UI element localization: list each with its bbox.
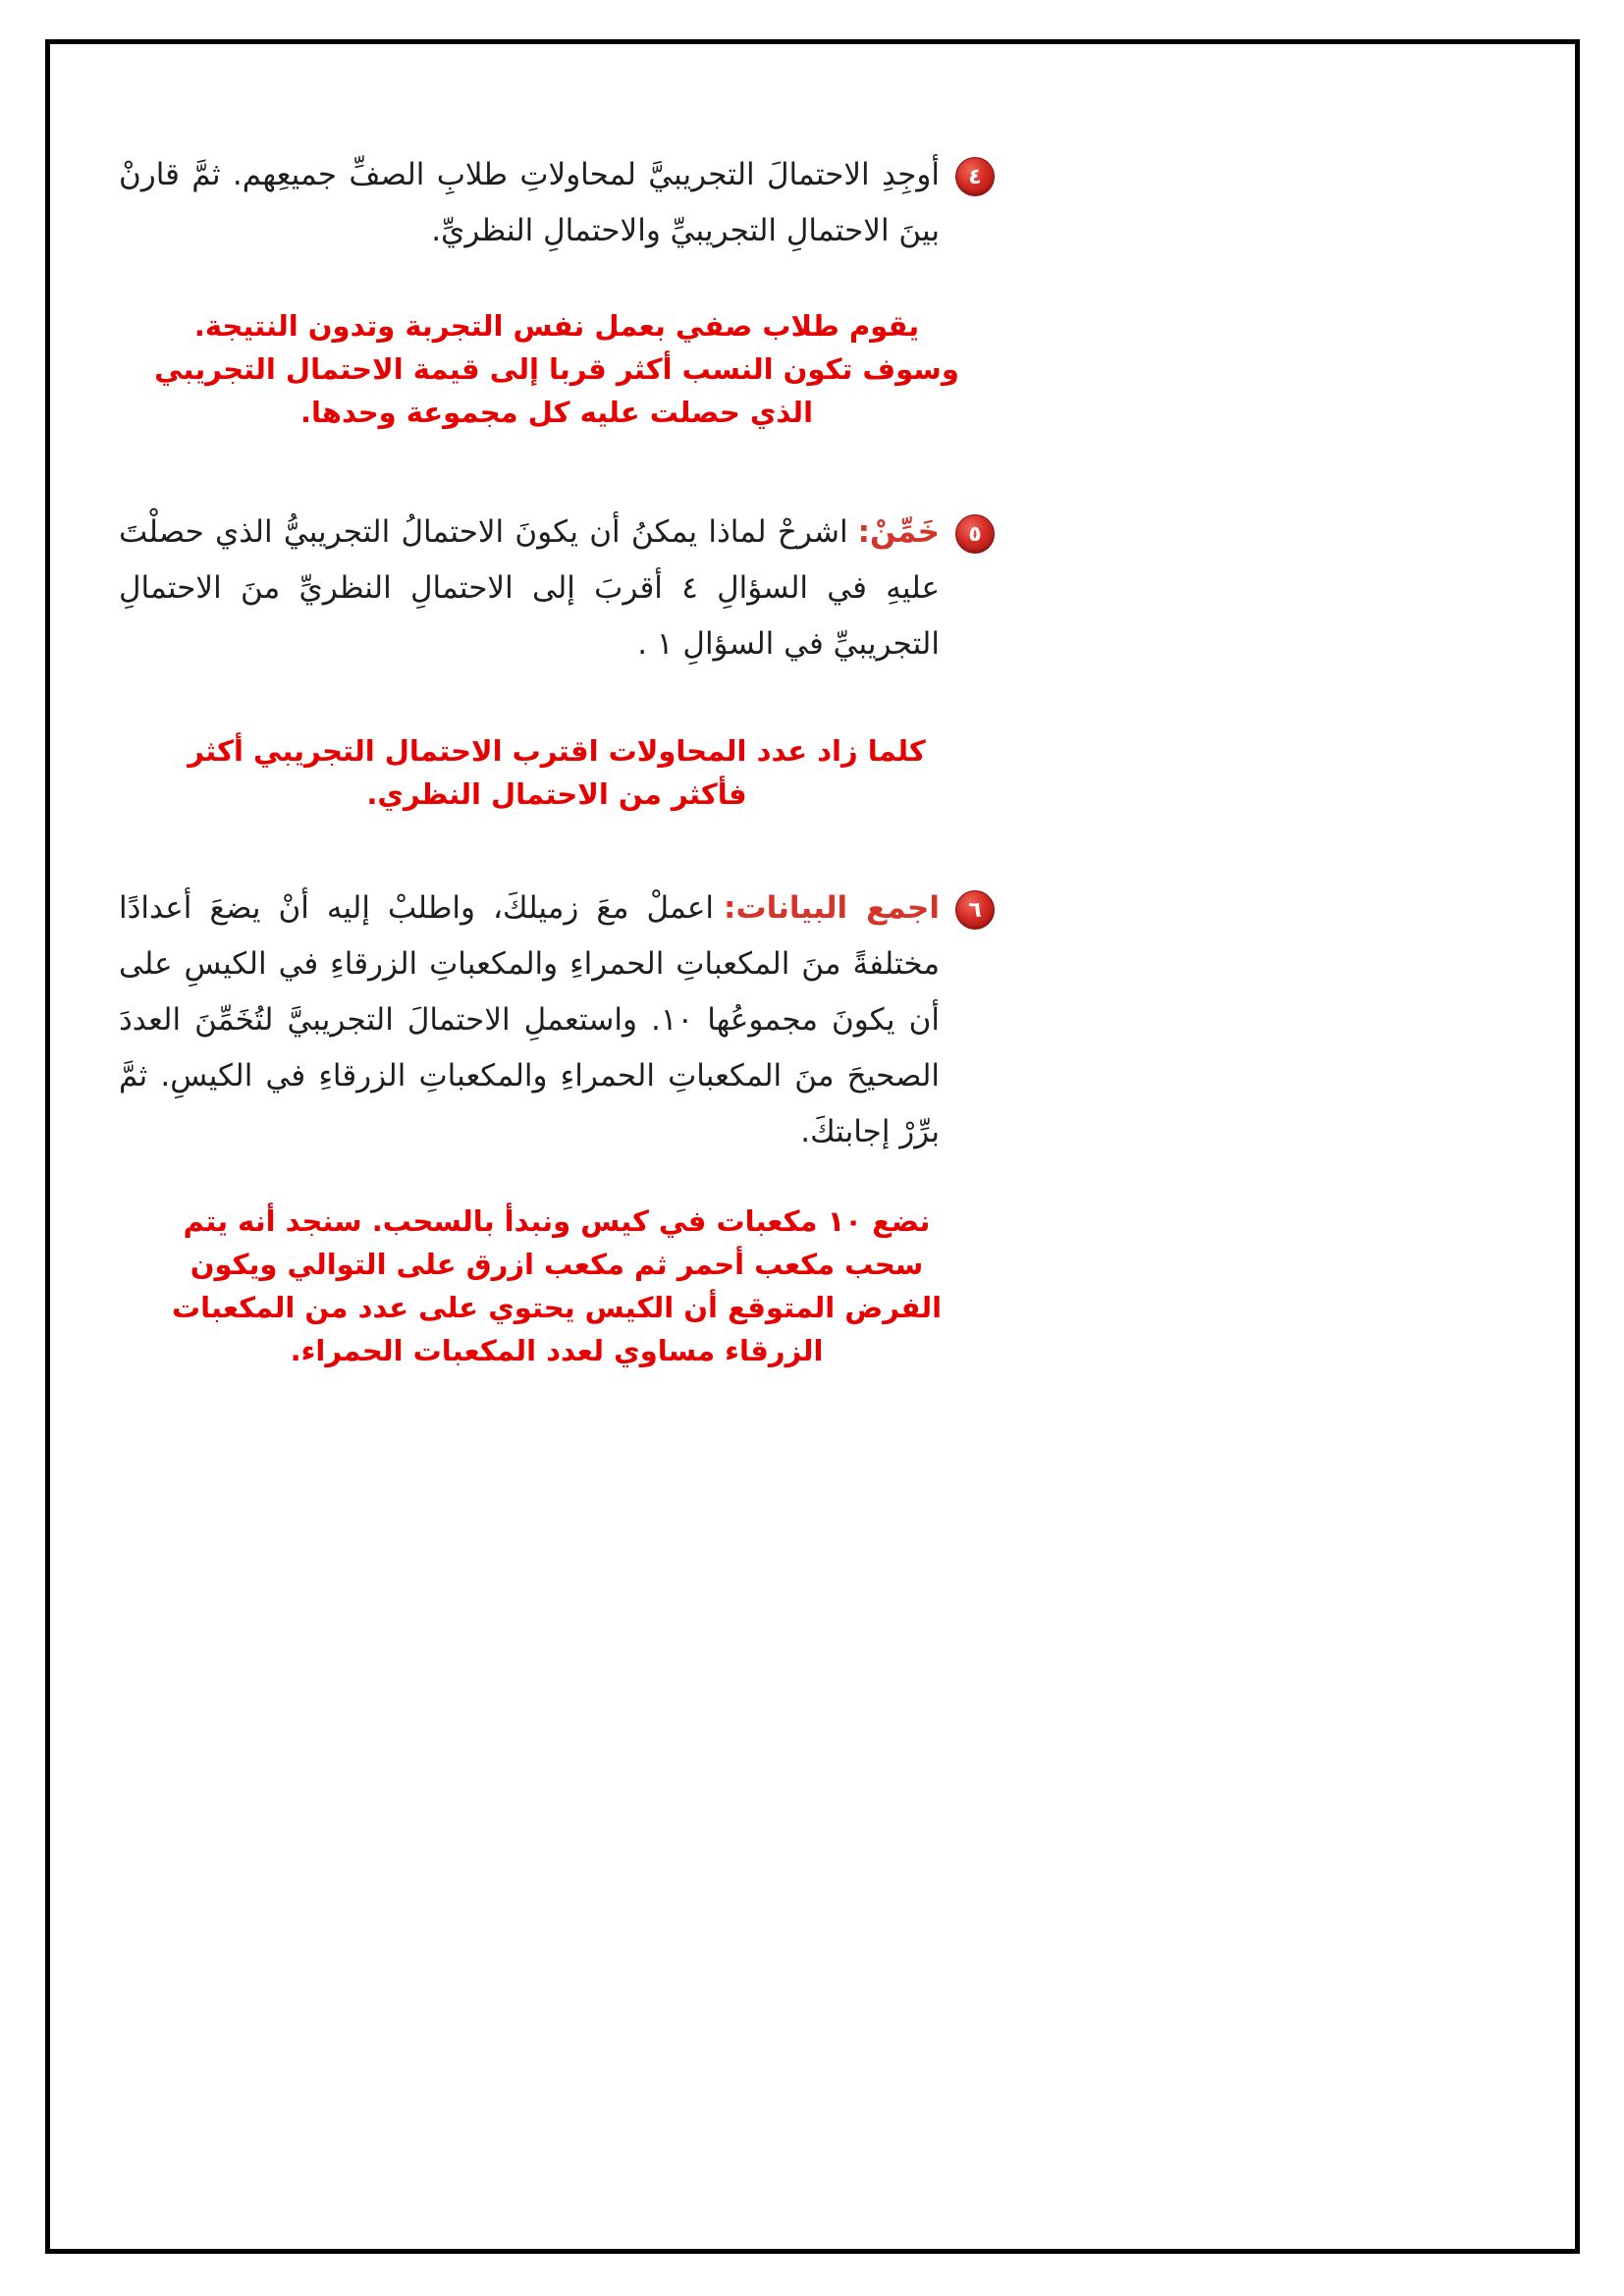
question-5-body: اشرحْ لماذا يمكنُ أن يكونَ الاحتمالُ التجريبيُّ الذي حصلْتَ عليهِ في السؤالِ ٤ أقربَ إلى الاحتمالِ النظريِّ منَ الاحتمالِ التجريبيِّ في السؤالِ ١ . <box>119 514 940 662</box>
question-4-body: أوجِدِ الاحتمالَ التجريبيَّ لمحاولاتِ طلابِ الصفِّ جميعِهم. ثمَّ قارنْ بينَ الاحتمالِ التجريبيِّ والاحتمالِ النظريِّ. <box>119 157 940 248</box>
page-border-frame <box>45 39 1580 2254</box>
question-6-text <box>119 881 940 1160</box>
question-6 <box>119 881 995 1160</box>
question-6-keyword: اجمع البيانات: <box>724 890 940 926</box>
document-content <box>119 147 995 1372</box>
question-6-badge: ٦ <box>955 890 995 930</box>
answer-4: يقوم طلاب صفي بعمل نفس التجربة وتدون النتيجة. وسوف تكون النسب أكثر قربا إلى قيمة الاحتمال التجريبي الذي حصلت عليه كل مجموعة وحدها. <box>154 309 959 429</box>
answer-6: نضع ١٠ مكعبات في كيس ونبدأ بالسحب. سنجد أنه يتم سحب مكعب أحمر ثم مكعب ازرق على التوالي ويكون الفرض المتوقع أن الكيس يحتوي على عدد من المكعبات الزرقاء مساوي لعدد المكعبات الحمراء. <box>171 1204 943 1367</box>
question-4-text <box>119 147 940 259</box>
question-4 <box>119 147 995 259</box>
question-4-badge: ٤ <box>955 157 995 196</box>
question-5 <box>119 505 995 672</box>
question-6-body: اعملْ معَ زميلكَ، واطلبْ إليه أنْ يضعَ أعدادًا مختلفةً منَ المكعباتِ الحمراءِ والمكعباتِ الزرقاءِ في الكيسِ على أن يكونَ مجموعُها ١٠. واستعملِ الاحتمالَ التجريبيَّ لتُخَمِّنَ العددَ الصحيحَ منَ المكعباتِ الحمراءِ والمكعباتِ الزرقاءِ في الكيسِ. ثمَّ برِّرْ إجابتكَ. <box>119 890 940 1149</box>
question-5-text <box>119 505 940 672</box>
answer-5: كلما زاد عدد المحاولات اقترب الاحتمال التجريبي أكثر فأكثر من الاحتمال النظري. <box>188 734 926 811</box>
question-5-keyword: خَمِّنْ: <box>857 514 940 550</box>
question-5-badge: ٥ <box>955 514 995 554</box>
